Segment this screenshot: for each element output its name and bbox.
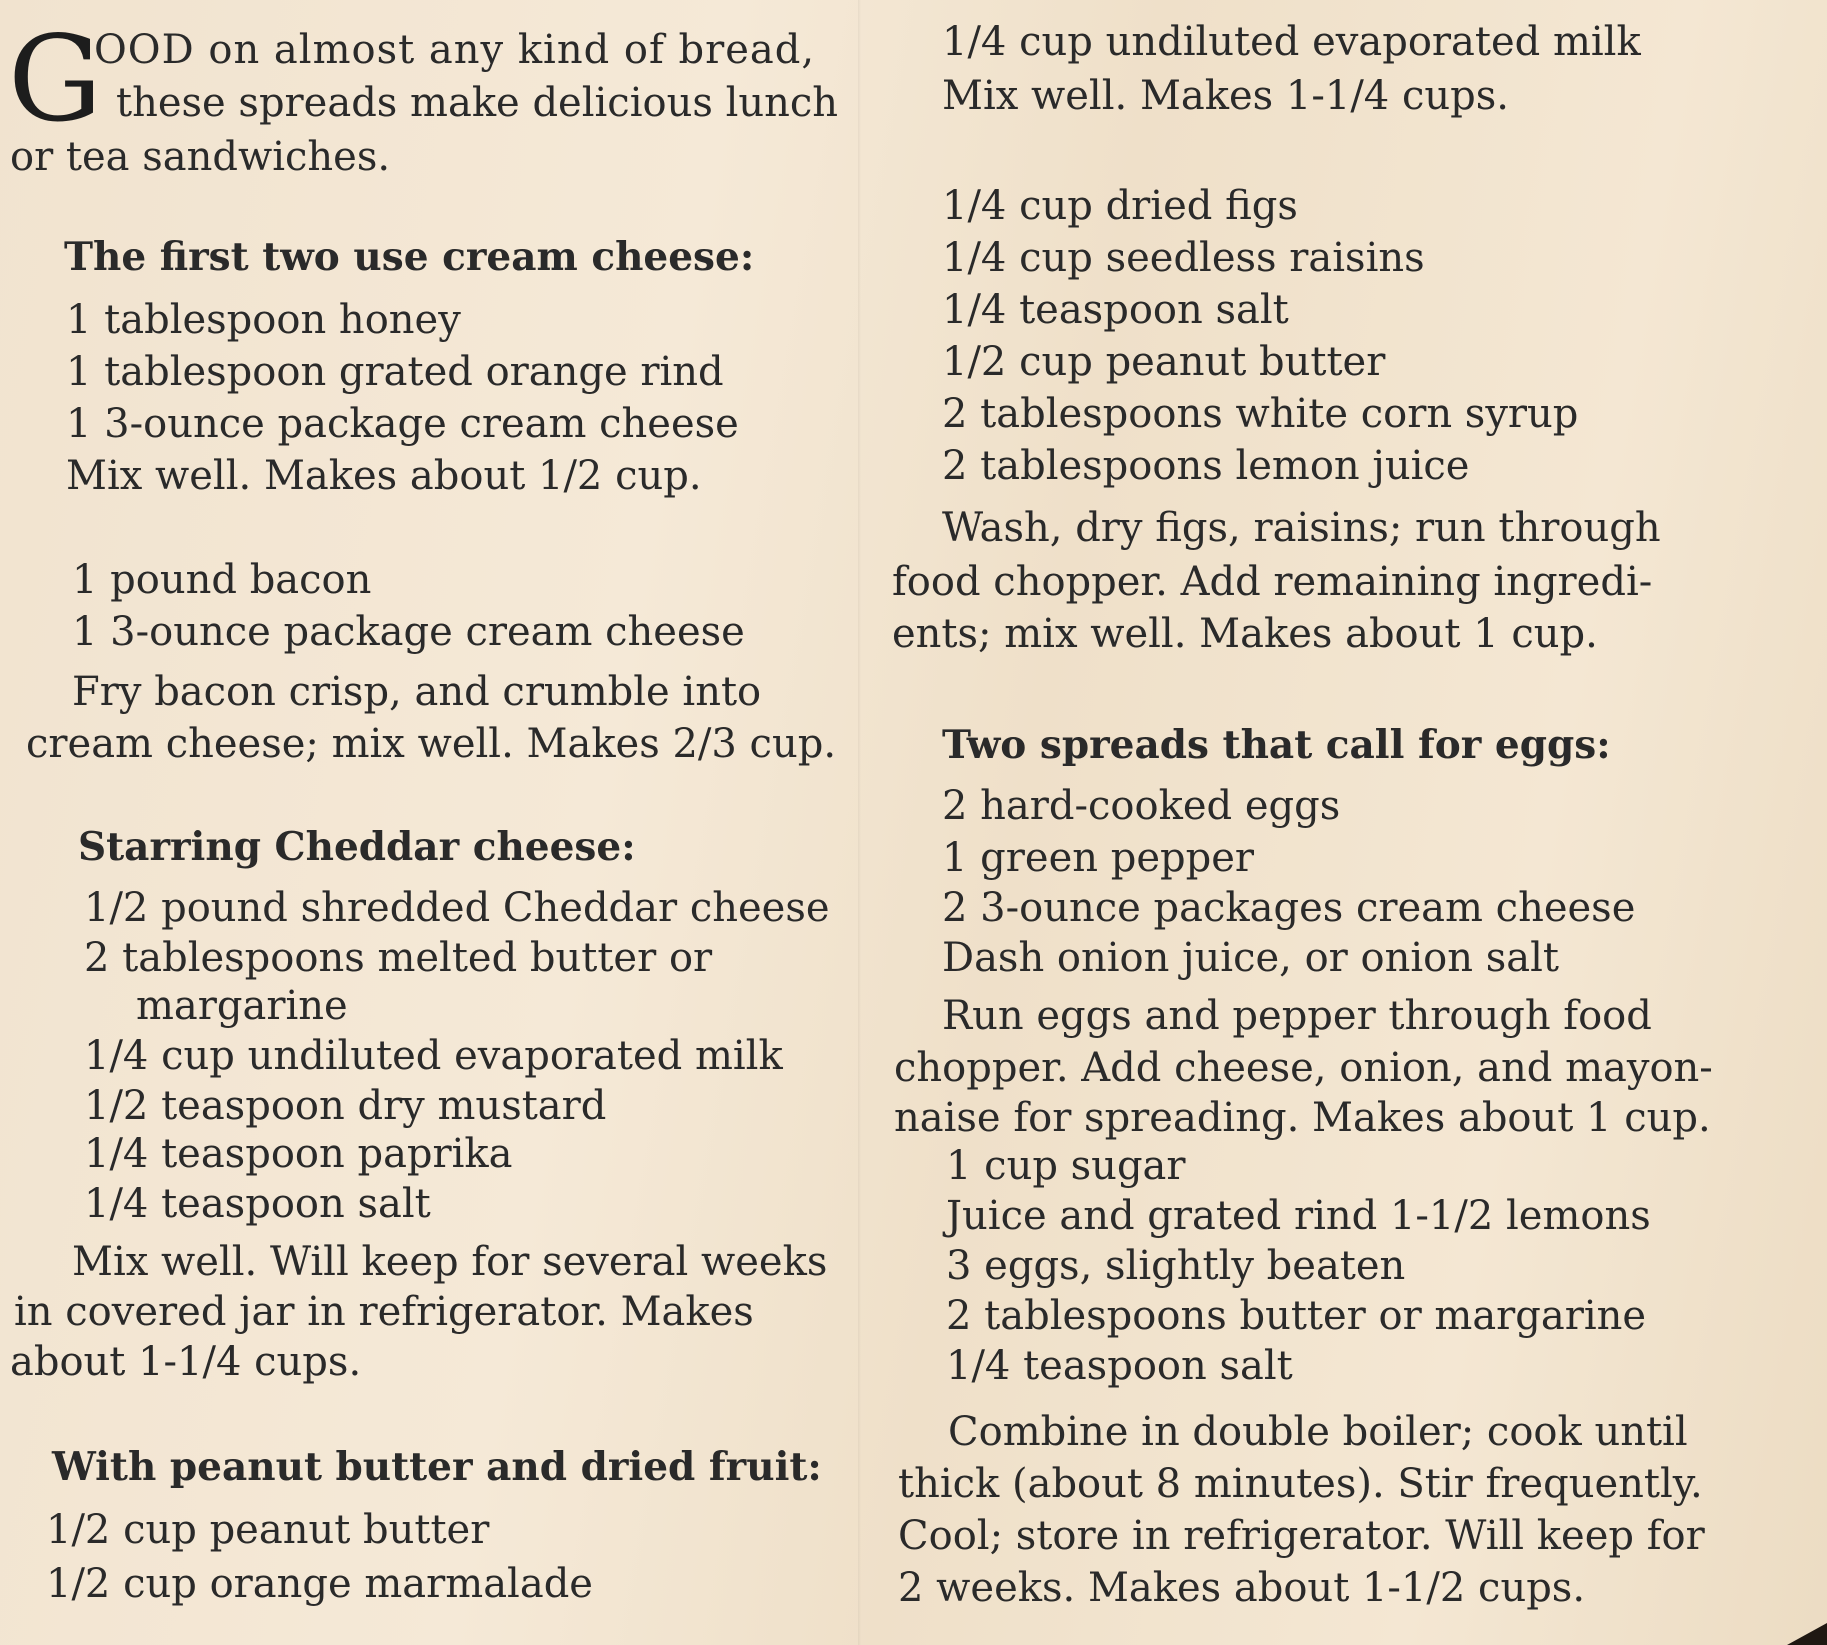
ingredient-line: 3 eggs, slightly beaten: [946, 1243, 1406, 1289]
intro-line-3: or tea sandwiches.: [10, 134, 391, 180]
directions-line: chopper. Add cheese, onion, and mayon-: [894, 1045, 1713, 1091]
eggs-heading: Two spreads that call for eggs:: [942, 722, 1611, 768]
ingredient-line: 1 cup sugar: [946, 1143, 1186, 1189]
paper-fold: [858, 0, 861, 1645]
directions-line: ents; mix well. Makes about 1 cup.: [892, 611, 1598, 657]
ingredient-line: 2 tablespoons white corn syrup: [942, 391, 1579, 437]
ingredient-line: 1 pound bacon: [72, 557, 372, 603]
ingredient-line: 1/4 cup dried figs: [942, 183, 1298, 229]
ingredient-line: 2 3-ounce packages cream cheese: [942, 885, 1636, 931]
directions-line: naise for spreading. Makes about 1 cup.: [894, 1095, 1711, 1141]
directions-line: 2 weeks. Makes about 1-1/2 cups.: [898, 1565, 1586, 1611]
directions-line: thick (about 8 minutes). Stir frequently.: [898, 1461, 1703, 1507]
ingredient-line: 1/2 cup orange marmalade: [46, 1561, 593, 1607]
intro-line-1: OOD on almost any kind of bread,: [94, 27, 816, 73]
ingredient-line: 1/4 teaspoon salt: [946, 1343, 1293, 1389]
ingredient-line: 1/4 teaspoon salt: [942, 287, 1289, 333]
ingredient-line: 1/2 cup peanut butter: [942, 339, 1386, 385]
peanut-fruit-heading: With peanut butter and dried fruit:: [52, 1444, 822, 1490]
directions-line: Run eggs and pepper through food: [942, 993, 1652, 1039]
directions-line: Combine in double boiler; cook until: [948, 1409, 1688, 1455]
directions-line: Fry bacon crisp, and crumble into: [72, 669, 762, 715]
directions-line: in covered jar in refrigerator. Makes: [14, 1289, 754, 1335]
directions-line: Mix well. Will keep for several weeks: [72, 1239, 828, 1285]
ingredient-line: 2 hard-cooked eggs: [942, 783, 1341, 829]
ingredient-line: 2 tablespoons melted butter or: [84, 935, 713, 981]
directions-line: about 1-1/4 cups.: [10, 1339, 362, 1385]
directions-line: Wash, dry figs, raisins; run through: [942, 505, 1661, 551]
drop-cap: G: [8, 10, 103, 148]
ingredient-line: 1 tablespoon grated orange rind: [66, 349, 724, 395]
ingredient-line: 1/4 teaspoon paprika: [84, 1131, 513, 1177]
ingredient-line: 1 tablespoon honey: [66, 297, 461, 343]
ingredient-line: Juice and grated rind 1-1/2 lemons: [946, 1193, 1651, 1239]
ingredient-line: 1/4 teaspoon salt: [84, 1181, 431, 1227]
ingredient-line: 1/4 cup undiluted evaporated milk: [84, 1033, 783, 1079]
ingredient-line: 1/2 teaspoon dry mustard: [84, 1083, 607, 1129]
ingredient-line: 1 3-ounce package cream cheese: [72, 609, 745, 655]
directions-line: Mix well. Makes 1-1/4 cups.: [942, 73, 1509, 119]
directions-line: Cool; store in refrigerator. Will keep for: [898, 1513, 1705, 1559]
cream-cheese-heading: The first two use cream cheese:: [64, 234, 755, 280]
ingredient-line: Dash onion juice, or onion salt: [942, 935, 1559, 981]
ingredient-line: 1 green pepper: [942, 835, 1254, 881]
intro-line-2: these spreads make delicious lunch: [116, 80, 839, 126]
directions-line: cream cheese; mix well. Makes 2/3 cup.: [26, 721, 837, 767]
ingredient-line: 1/2 pound shredded Cheddar cheese: [84, 885, 830, 931]
ingredient-line: 1/4 cup undiluted evaporated milk: [942, 19, 1641, 65]
directions-line: Mix well. Makes about 1/2 cup.: [66, 453, 702, 499]
ingredient-line: 1/4 cup seedless raisins: [942, 235, 1425, 281]
ingredient-line: 2 tablespoons lemon juice: [942, 443, 1470, 489]
ingredient-line: 2 tablespoons butter or margarine: [946, 1293, 1647, 1339]
directions-line: food chopper. Add remaining ingredi-: [892, 559, 1653, 605]
ingredient-line: margarine: [136, 983, 348, 1029]
cheddar-heading: Starring Cheddar cheese:: [78, 824, 636, 870]
ingredient-line: 1/2 cup peanut butter: [46, 1507, 490, 1553]
ingredient-line: 1 3-ounce package cream cheese: [66, 401, 739, 447]
